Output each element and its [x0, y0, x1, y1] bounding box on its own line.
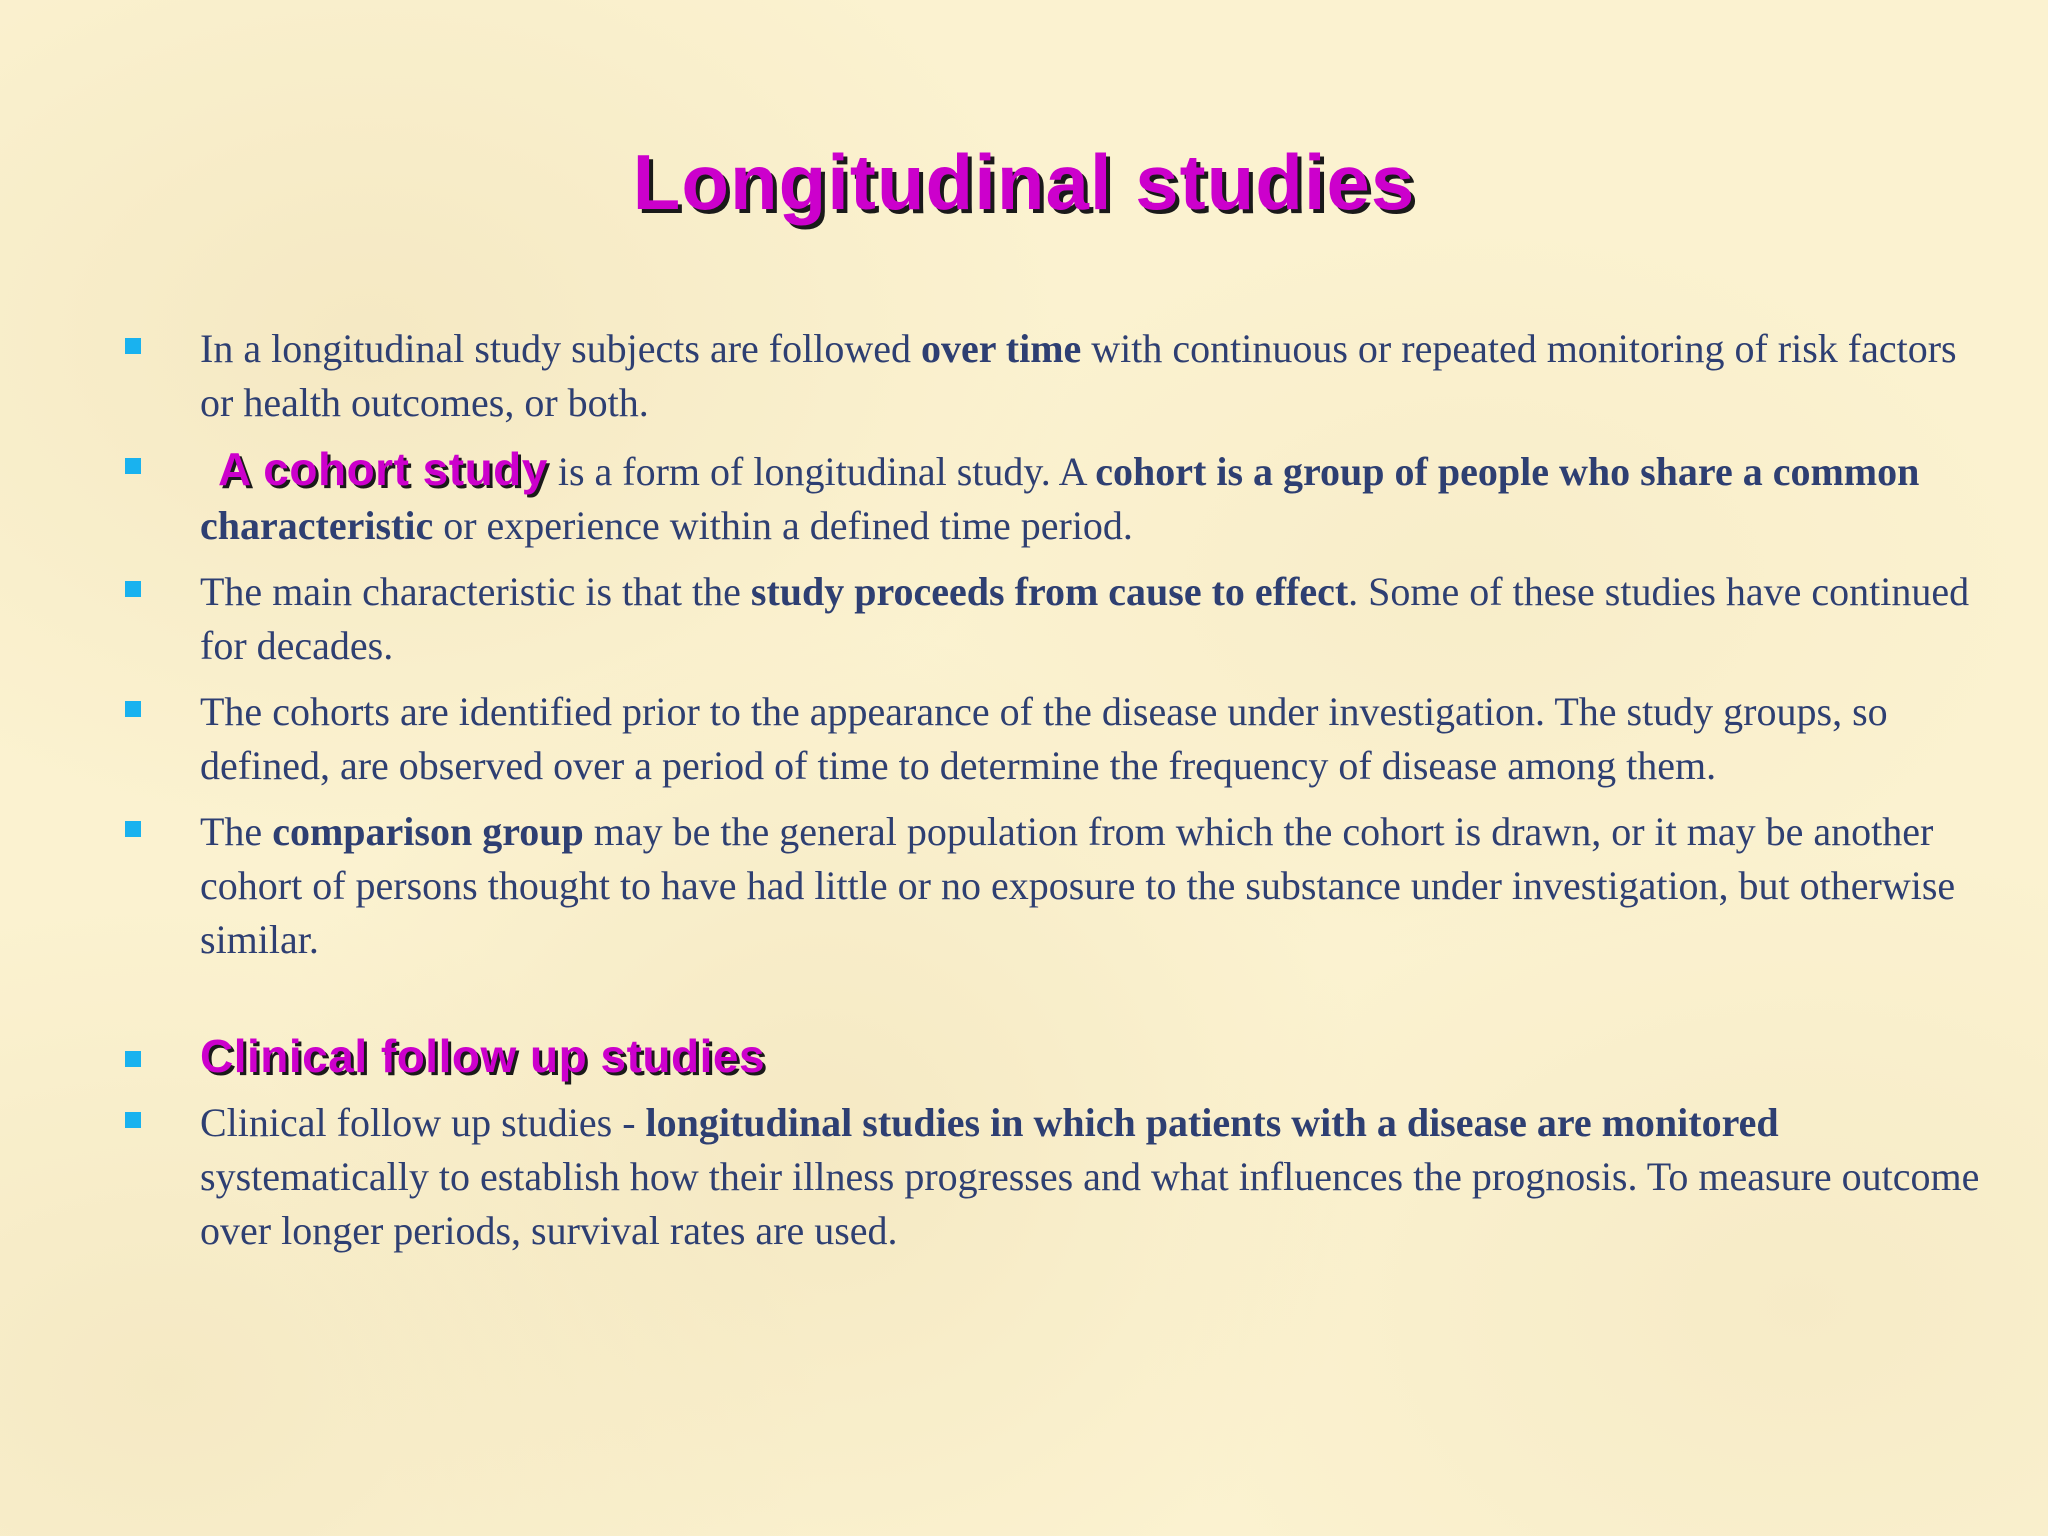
- square-bullet-icon: [125, 338, 141, 354]
- bullet-text: may be the general population from which the cohort is drawn, or it may be another cohort of persons thought to have had little or no exposure to the substance under investigation, but otherwise similar.: [200, 809, 1956, 962]
- bullet-text: or experience within a defined time period.: [433, 503, 1133, 548]
- square-bullet-icon: [125, 581, 141, 597]
- bullet-item: [0, 322, 2048, 430]
- square-bullet-icon: [125, 458, 141, 474]
- bullet-item: [0, 805, 2048, 967]
- bullet-text: is a form of longitudinal study. A: [547, 449, 1096, 494]
- bullet-text: with continuous or repeated monitoring of risk factors or health outcomes, or both.: [200, 326, 1957, 425]
- bullet-item: [0, 1096, 2048, 1258]
- bullet-emphasis: study proceeds from cause to effect: [750, 569, 1349, 614]
- bullet-text: In a longitudinal study subjects are followed: [200, 326, 921, 371]
- square-bullet-icon: [125, 701, 141, 717]
- bullet-emphasis: comparison group: [272, 809, 584, 854]
- bullet-item-heading: [0, 1029, 2048, 1086]
- section-heading: Clinical follow up studies: [200, 1030, 766, 1082]
- bullet-text: . Some of these studies have continued for decades.: [200, 569, 1970, 668]
- bullet-emphasis: cohort is a group of people who share a common characteristic: [200, 449, 1920, 548]
- bullet-text: The cohorts are identified prior to the appearance of the disease under investigation. The study groups, so defined, are observed over a period of time to determine the frequency of disease among them.: [200, 689, 1888, 788]
- bullet-emphasis: longitudinal studies in which patients with a disease are monitored: [645, 1100, 1779, 1145]
- bullet-text: The: [200, 809, 273, 854]
- square-bullet-icon: [125, 821, 141, 837]
- slide-title: Longitudinal studies: [632, 138, 1416, 226]
- square-bullet-icon: [125, 1051, 141, 1067]
- bullet-text: The main characteristic is that the: [200, 569, 751, 614]
- bullet-item: [0, 685, 2048, 793]
- square-bullet-icon: [125, 1112, 141, 1128]
- highlight-term: A cohort study: [218, 443, 548, 495]
- bullet-text: systematically to establish how their illness progresses and what influences the prognosis. To measure outcome over longer periods, survival rates are used.: [200, 1154, 1980, 1253]
- bullet-list: [0, 322, 2048, 1270]
- bullet-item: [0, 565, 2048, 673]
- bullet-text: Clinical follow up studies -: [200, 1100, 646, 1145]
- bullet-emphasis: over time: [920, 326, 1082, 371]
- bullet-item: [0, 442, 2048, 553]
